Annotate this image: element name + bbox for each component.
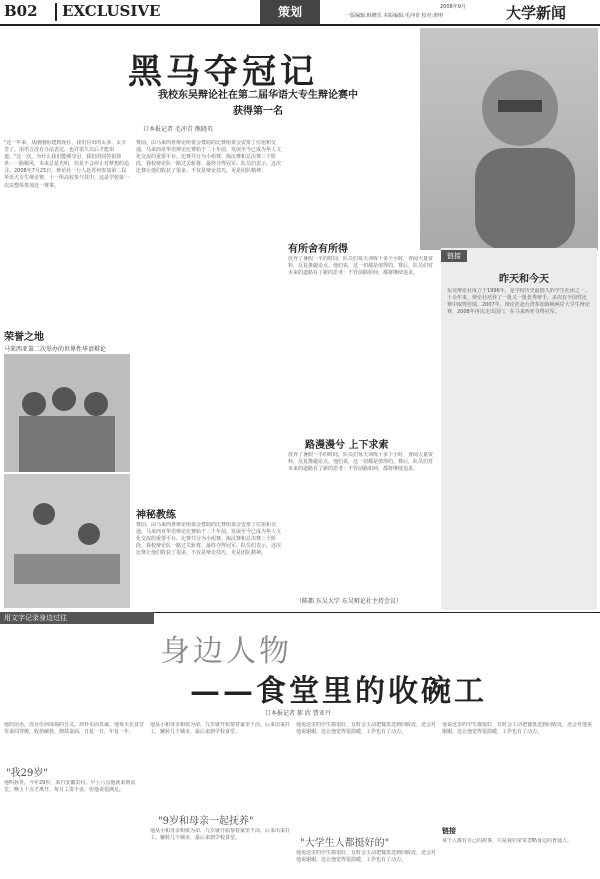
story-column-2-bottom: 赛前，由马来西亚辩论组委会赞助的比赛组委会安排了住宿和交通，马来西亚华语辩论比赛始于二十年前，发展至今已成为华人文化交流的重要平台。比赛共分为小组赛、淘汰赛和总决赛三个阶段，我校辩论队一路过关斩将，最终夺得冠军。队员们表示，这次比赛让他们收获了很多，不仅是辩论技巧，更是团队精神。: [136, 522, 282, 557]
section-heading-coach: 神秘教练: [136, 510, 176, 521]
bottom-heading-2: "9岁和母亲一起抚养": [158, 816, 254, 827]
bottom-column-4: 他说这里的学生都很好，有时会主动把餐盘送到回收处，还会对他说谢谢。这让他觉得很温暖，工作也有了动力。: [442, 722, 593, 736]
team-photo-1-illustration: [4, 354, 130, 472]
story-column-3-bottom: 放弃了暑假一半的时间，队员们每天训练十多个小时，查阅大量资料，反复推敲论点。他们说，这一切都是值得的。赛后，队员们对未来的道路有了新的思考：不管前路如何，都将继续追求。: [288, 452, 434, 473]
bottom-headline-line1: 身边人物: [160, 634, 292, 669]
column-tag: 用文字记录身边过往: [0, 612, 154, 624]
portrait-illustration: [420, 28, 598, 250]
page-header: [0, 0, 600, 26]
team-photo-2: [4, 474, 130, 608]
section-name: EXCLUSIVE: [62, 2, 161, 20]
bottom-headline-line2: ——食堂里的收碗工: [190, 674, 487, 709]
sidebar-text: 东吴辩论社成立于1996年，是学校历史最悠久的学生社团之一。十余年来，辩论社培养了一批又一批优秀辩手，多次在全国性比赛中取得佳绩。2007年，辩论社赴台湾参加海峡两岸大学生辩论赛，2008年再次走出国门，在马来西亚夺得冠军。: [447, 288, 590, 316]
issue-date: 2008年9月: [440, 4, 466, 10]
header-separator: [55, 3, 57, 21]
bottom-column-2: 他从小和母亲相依为命，九岁就开始帮着家里干活。后来出来打工，辗转几个城市，最后来到学校食堂。: [150, 828, 290, 842]
section-heading-honor: 荣誉之地: [4, 332, 44, 343]
bottom-column-3: 他说这里的学生都很好，有时会主动把餐盘送到回收处，还会对他说谢谢。这让他觉得很温暖，工作也有了动力。: [296, 850, 436, 864]
story-footnote: （陈都 东吴大学 东吴辩论社主持会议）: [296, 598, 402, 605]
bottom-column-2-top: 他从小和母亲相依为命，九岁就开始帮着家里干活。后来出来打工，辗转几个城市，最后来到学校食堂。: [150, 722, 290, 736]
column-label: 策划: [260, 0, 320, 24]
subheadline: [98, 88, 418, 120]
bottom-intro: 他的话语，没有任何深刻的含义，却朴实而真诚。他每天在食堂里来回穿梭，收拾碗筷，擦拭桌面，日复一日，年复一年。: [4, 722, 144, 736]
headline: 黑马夺冠记: [128, 52, 318, 92]
subheadline-line1: 我校东吴辩论社在第二届华语大专生辩论赛中: [158, 90, 358, 101]
bottom-column-4-end: 每个人都有自己的故事，只是我们常常忽略身边的普通人。: [442, 838, 573, 844]
team-photo-1: [4, 354, 130, 472]
story-column-3: 放弃了暑假一半的时间，队员们每天训练十多个小时，查阅大量资料，反复推敲论点。他们说，这一切都是值得的。赛后，队员们对未来的道路有了新的思考：不管前路如何，都将继续追求。: [288, 256, 434, 277]
sidebar-label: 链接: [441, 250, 467, 262]
team-photo-2-illustration: [4, 474, 130, 608]
bottom-byline: 口本报记者 郝 欣 曹亚丹: [265, 710, 331, 717]
paper-name: 大学新闻: [506, 4, 567, 22]
subheadline-line2: 获得第一名: [233, 106, 283, 117]
portrait-photo: [420, 28, 598, 250]
section-heading-give-take: 有所舍有所得: [288, 244, 348, 255]
section-heading-long-road: 路漫漫兮 上下求索: [305, 440, 389, 451]
page-number: B02: [4, 2, 38, 20]
photo-caption: 马来西亚第二次举办的世界性华语辩论: [4, 346, 107, 353]
bottom-column-1: 他叫孙青，今年29岁，来自安徽农村。早上六点他就来到食堂，晚上十点才离开，每月工资不多，但他说很满足。: [4, 780, 136, 794]
editors-line: 一版编辑:韩晓乐 本版编辑:毛冲青 校对:黄明: [345, 13, 444, 19]
story-column-2: 赛前，由马来西亚辩论组委会赞助的比赛组委会安排了住宿和交通，马来西亚华语辩论比赛始于二十年前，发展至今已成为华人文化交流的重要平台。比赛共分为小组赛、淘汰赛和总决赛三个阶段，我校辩论队一路过关斩将，最终夺得冠军。队员们表示，这次比赛让他们收获了很多，不仅是辩论技巧，更是团队精神。: [136, 140, 282, 175]
sidebar-box: [441, 248, 597, 610]
bottom-heading-1: "我29岁": [6, 768, 48, 779]
bottom-heading-3: "大学生人都挺好的": [300, 838, 390, 849]
bottom-column-3-top: 他说这里的学生都很好，有时会主动把餐盘送到回收处，还会对他说谢谢。这让他觉得很温暖，工作也有了动力。: [296, 722, 436, 736]
byline: 口本报记者 毛冲青 熊晓英: [143, 126, 213, 133]
sidebar-heading: 昨天和今天: [499, 274, 549, 285]
story-intro: "这一年来，从刚刚组建到现在，我们付出的太多。太辛苦了，用语言没有办法表达，也许很久以后才能知道。"这一次，为什么我们能够夺冠，我们的回答很简单：一路顺风，未来总是光明，但是不会停止对梦想的追寻。2008年7月25日，辩论社一行人赴苏州参加第二届华语大专生辩论赛，十一所高校参与其中，这是学校第一次以整体参加这一赛事。: [4, 140, 130, 189]
bottom-link-label: 链接: [442, 827, 456, 835]
